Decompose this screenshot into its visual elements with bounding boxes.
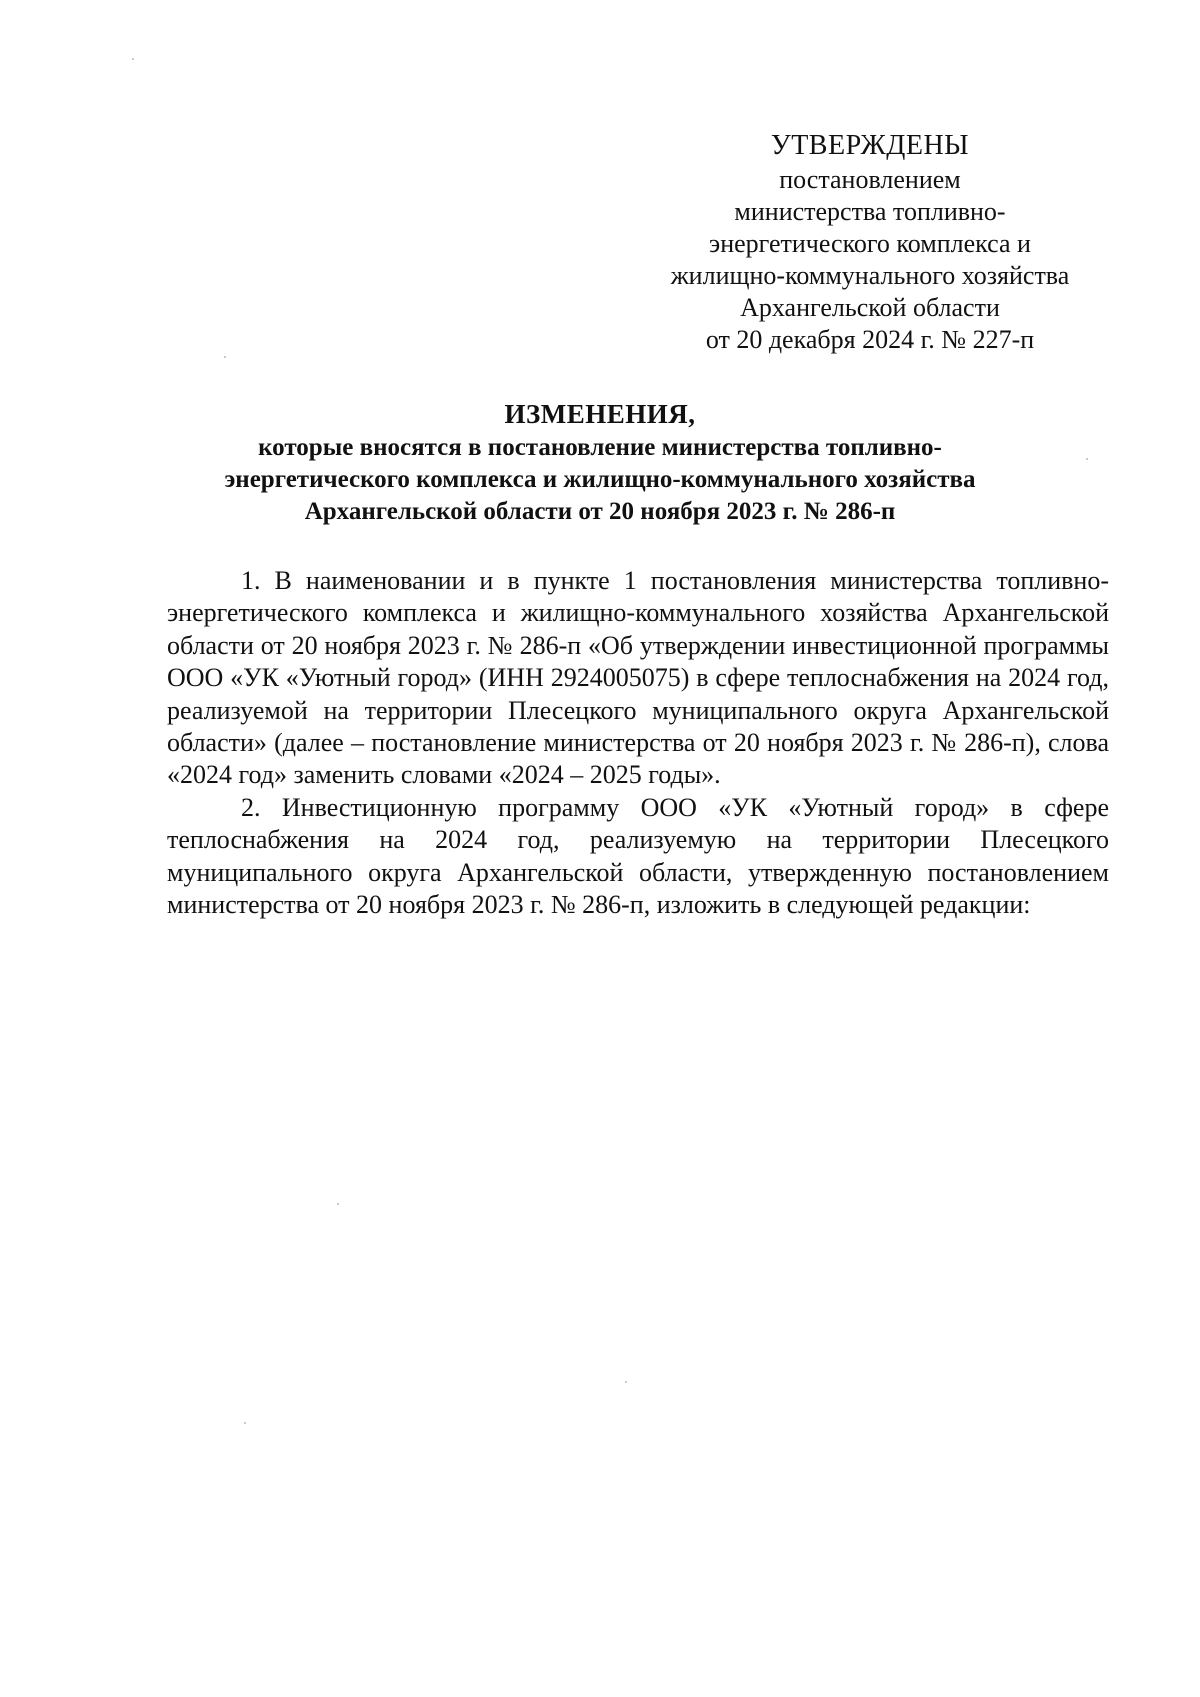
scan-speck xyxy=(244,1422,246,1424)
scan-speck xyxy=(1086,458,1088,460)
scan-speck xyxy=(337,1203,339,1205)
document-subtitle-line: Архангельской области от 20 ноября 2023 г. № 286-п xyxy=(304,498,896,525)
document-body xyxy=(167,565,1109,921)
document-subtitle-line: энергетического комплекса и жилищно-коммунального хозяйства xyxy=(224,466,976,493)
scan-speck xyxy=(224,356,226,358)
approval-heading: УТВЕРЖДЕНЫ xyxy=(770,130,970,161)
paragraph-2: 2. Инвестиционную программу ООО «УК «Уютный город» в сфере теплоснабжения на 2024 год, реализуемую на территории Плесецкого муниципального округа Архангельской области, утвержденную постановлением министерства от 20 ноября 2023 г. № 286-п, изложить в следующей редакции: xyxy=(167,792,1109,920)
approval-line: от 20 декабря 2024 г. № 227-п xyxy=(705,325,1035,354)
approval-line: энергетического комплекса и xyxy=(709,229,1031,258)
scan-speck xyxy=(625,1381,627,1383)
approval-line: министерства топливно- xyxy=(734,197,1006,226)
document-subtitle-line: которые вносятся в постановление министерства топливно- xyxy=(258,434,942,461)
approval-line: постановлением xyxy=(779,165,961,194)
document-title-block xyxy=(160,398,1040,528)
scan-speck xyxy=(132,58,134,60)
approval-line: Архангельской области xyxy=(740,293,1000,322)
approval-stamp-block xyxy=(620,130,1120,356)
approval-line: жилищно-коммунального хозяйства xyxy=(670,261,1070,290)
document-title: ИЗМЕНЕНИЯ, xyxy=(504,399,696,429)
paragraph-1: 1. В наименовании и в пункте 1 постановления министерства топливно-энергетического комплекса и жилищно-коммунального хозяйства Архангельской области от 20 ноября 2023 г. № 286-п «Об утверждении инвестиционной программы ООО «УК «Уютный город» (ИНН 2924005075) в сфере теплоснабжения на 2024 год, реализуемой на территории Плесецкого муниципального округа Архангельской области» (далее – постановление министерства от 20 ноября 2023 г. № 286-п), слова «2024 год» заменить словами «2024 – 2025 годы». xyxy=(167,566,1109,790)
